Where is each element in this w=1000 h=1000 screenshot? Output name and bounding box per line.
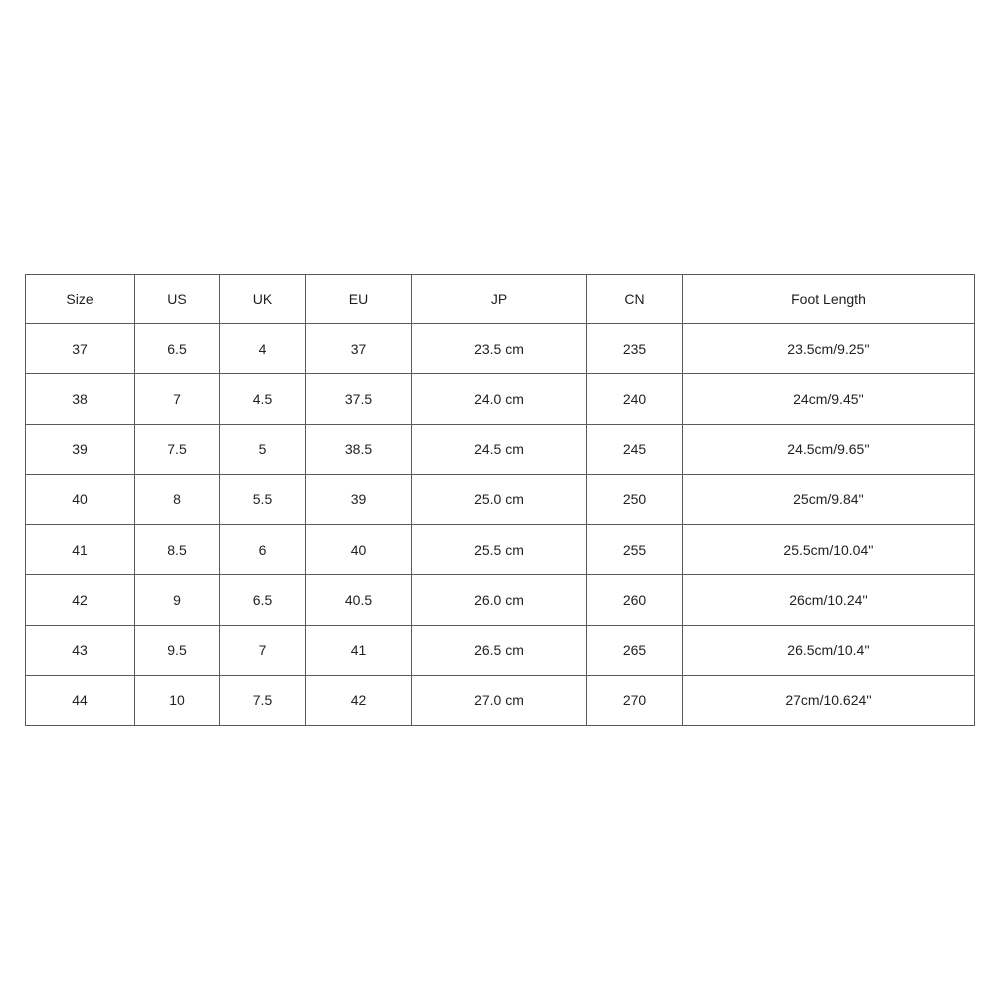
cell-foot-length: 24.5cm/9.65'' (683, 424, 975, 474)
cell-jp: 26.5 cm (412, 625, 587, 675)
cell-jp: 25.0 cm (412, 474, 587, 524)
table-row (26, 374, 975, 424)
cell-jp: 25.5 cm (412, 525, 587, 575)
column-header-eu: EU (306, 275, 412, 324)
cell-size: 44 (26, 675, 135, 725)
cell-cn: 245 (587, 424, 683, 474)
column-header-cn: CN (587, 275, 683, 324)
cell-us: 7.5 (135, 424, 220, 474)
cell-foot-length: 26.5cm/10.4'' (683, 625, 975, 675)
cell-uk: 7 (220, 625, 306, 675)
cell-jp: 23.5 cm (412, 324, 587, 374)
cell-size: 40 (26, 474, 135, 524)
table-row (26, 424, 975, 474)
cell-foot-length: 26cm/10.24'' (683, 575, 975, 625)
column-header-jp: JP (412, 275, 587, 324)
cell-uk: 5.5 (220, 474, 306, 524)
cell-jp: 27.0 cm (412, 675, 587, 725)
column-header-size: Size (26, 275, 135, 324)
cell-us: 8 (135, 474, 220, 524)
cell-foot-length: 25.5cm/10.04'' (683, 525, 975, 575)
cell-cn: 235 (587, 324, 683, 374)
cell-uk: 5 (220, 424, 306, 474)
table-row (26, 625, 975, 675)
table-row (26, 675, 975, 725)
header-row (26, 275, 975, 324)
cell-eu: 41 (306, 625, 412, 675)
cell-us: 6.5 (135, 324, 220, 374)
cell-eu: 40 (306, 525, 412, 575)
table-header (26, 275, 975, 324)
cell-uk: 7.5 (220, 675, 306, 725)
table-row (26, 575, 975, 625)
cell-cn: 260 (587, 575, 683, 625)
cell-foot-length: 25cm/9.84'' (683, 474, 975, 524)
cell-us: 10 (135, 675, 220, 725)
cell-jp: 24.0 cm (412, 374, 587, 424)
cell-size: 42 (26, 575, 135, 625)
cell-eu: 37 (306, 324, 412, 374)
cell-size: 39 (26, 424, 135, 474)
column-header-foot-length: Foot Length (683, 275, 975, 324)
cell-cn: 265 (587, 625, 683, 675)
cell-uk: 4.5 (220, 374, 306, 424)
cell-cn: 255 (587, 525, 683, 575)
column-header-us: US (135, 275, 220, 324)
cell-foot-length: 23.5cm/9.25'' (683, 324, 975, 374)
cell-size: 41 (26, 525, 135, 575)
cell-cn: 240 (587, 374, 683, 424)
cell-foot-length: 27cm/10.624'' (683, 675, 975, 725)
cell-eu: 40.5 (306, 575, 412, 625)
cell-size: 38 (26, 374, 135, 424)
cell-us: 9 (135, 575, 220, 625)
cell-eu: 38.5 (306, 424, 412, 474)
cell-us: 7 (135, 374, 220, 424)
cell-eu: 42 (306, 675, 412, 725)
cell-uk: 6.5 (220, 575, 306, 625)
table-row (26, 525, 975, 575)
cell-eu: 37.5 (306, 374, 412, 424)
table-row (26, 474, 975, 524)
cell-cn: 250 (587, 474, 683, 524)
column-header-uk: UK (220, 275, 306, 324)
cell-cn: 270 (587, 675, 683, 725)
cell-jp: 26.0 cm (412, 575, 587, 625)
cell-size: 43 (26, 625, 135, 675)
cell-us: 8.5 (135, 525, 220, 575)
cell-eu: 39 (306, 474, 412, 524)
cell-jp: 24.5 cm (412, 424, 587, 474)
table-row (26, 324, 975, 374)
cell-uk: 4 (220, 324, 306, 374)
size-chart-table (25, 274, 975, 726)
cell-us: 9.5 (135, 625, 220, 675)
cell-uk: 6 (220, 525, 306, 575)
table-body (26, 324, 975, 726)
cell-size: 37 (26, 324, 135, 374)
cell-foot-length: 24cm/9.45'' (683, 374, 975, 424)
